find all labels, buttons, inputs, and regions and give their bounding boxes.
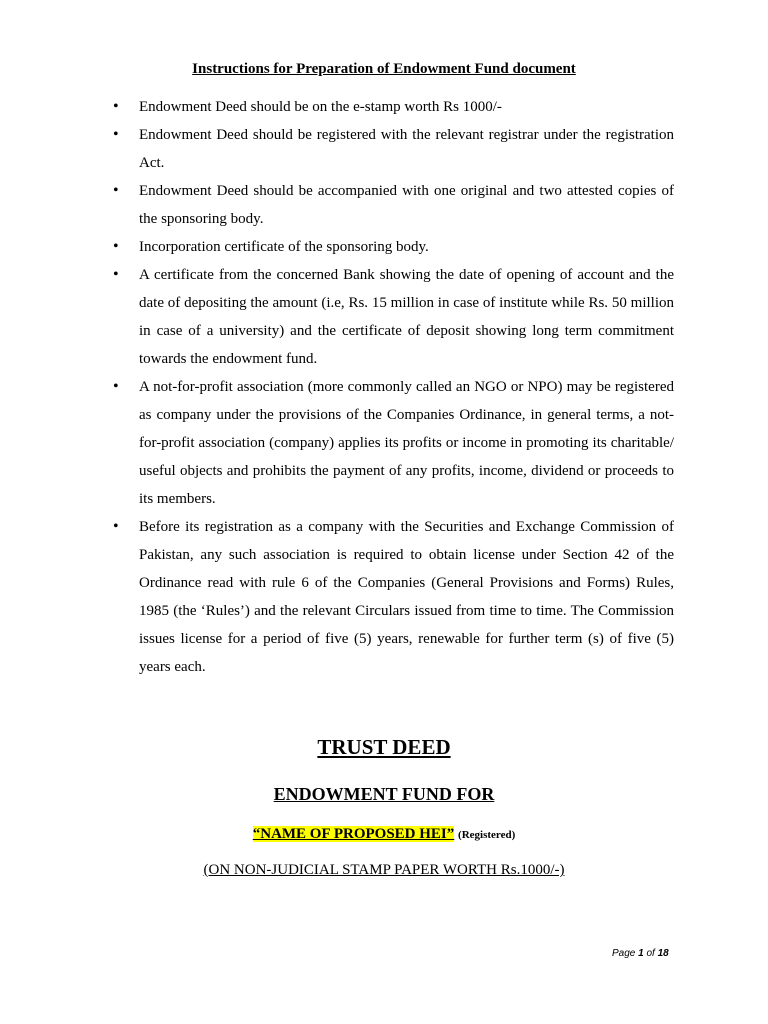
list-item: • A certificate from the concerned Bank showing the date of opening of account and the date of depositing the amount (i.e, Rs. 15 million in case of institute while Rs. 50 million in case of a university) and the certificate of deposit showing long term commitment towards the endowment fund.: [113, 261, 674, 373]
list-item: • Endowment Deed should be registered with the relevant registrar under the registration Act.: [113, 121, 674, 177]
page-footer: [612, 948, 669, 959]
current-page-number: 1: [638, 948, 644, 959]
list-item: • A not-for-profit association (more commonly called an NGO or NPO) may be registered as company under the provisions of the Companies Ordinance, in general terms, a not-for-profit association (company) applies its profits or income in promoting its charitable/ useful objects and prohibits the payment of any profits, income, dividend or proceeds to its members.: [113, 373, 674, 513]
of-word: of: [646, 948, 655, 959]
registered-label: (Registered): [458, 829, 516, 841]
instructions-list: [113, 93, 674, 681]
trust-deed-heading: TRUST DEED: [317, 735, 451, 759]
endowment-fund-heading: ENDOWMENT FUND FOR: [273, 784, 495, 804]
list-item: • Endowment Deed should be on the e-stamp worth Rs 1000/-: [113, 93, 674, 121]
instructions-title: Instructions for Preparation of Endowment Fund document: [192, 61, 576, 77]
list-item: • Incorporation certificate of the sponsoring body.: [113, 233, 674, 261]
list-item: • Before its registration as a company with the Securities and Exchange Commission of Pakistan, any such association is required to obtain license under Section 42 of the Ordinance read with rule 6 of the Companies (General Provisions and Forms) Rules, 1985 (the ‘Rules’) and the relevant Circulars issued from time to time. The Commission issues license for a period of five (5) years, renewable for further term (s) of five (5) years each.: [113, 513, 674, 681]
list-item: • Endowment Deed should be accompanied with one original and two attested copies of the sponsoring body.: [113, 177, 674, 233]
hei-name-highlight: “NAME OF PROPOSED HEI”: [252, 826, 455, 842]
hei-name-line: [0, 826, 768, 843]
total-pages-number: 18: [657, 948, 669, 959]
page-word: Page: [612, 948, 636, 959]
stamp-paper-line: (ON NON-JUDICIAL STAMP PAPER WORTH Rs.1000/-): [203, 862, 565, 878]
